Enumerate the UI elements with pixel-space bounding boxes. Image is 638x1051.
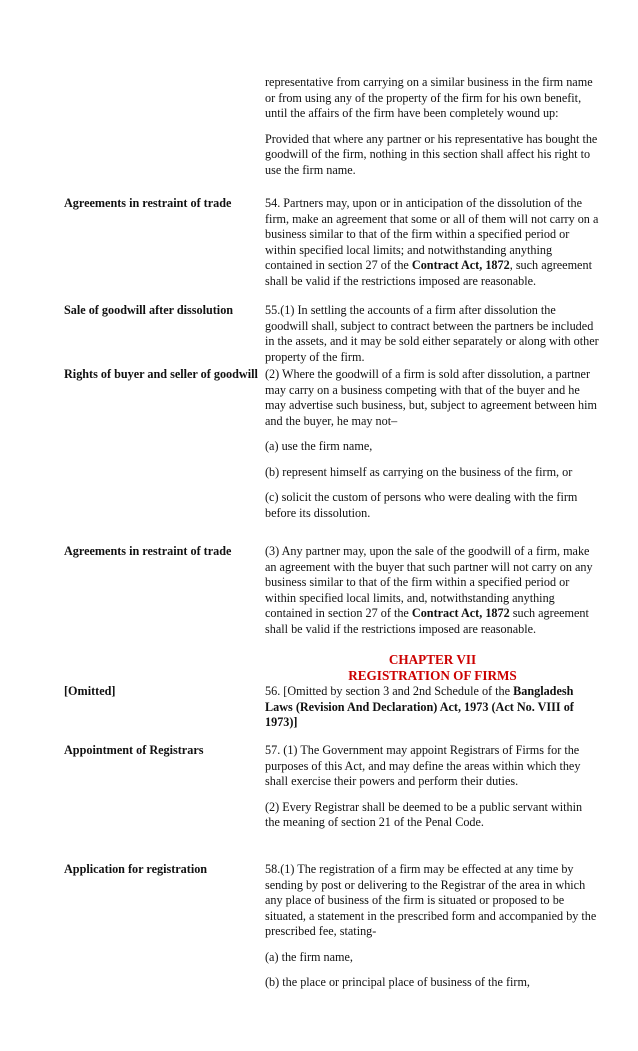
section-body — [265, 684, 600, 731]
section-body — [265, 367, 600, 521]
side-note: Application for registration — [64, 862, 208, 876]
side-note: Appointment of Registrars — [64, 743, 204, 757]
chapter-number: CHAPTER VII — [388, 652, 477, 667]
section-paragraph: representative from carrying on a similar business in the firm name or from using any of the property of the firm for his own benefit, until the affairs of the firm have been completely wound up: — [265, 75, 593, 120]
section-paragraph: (b) the place or principal place of business of the firm, — [265, 975, 530, 989]
side-note: Agreements in restraint of trade — [64, 544, 232, 558]
section-paragraph: (a) use the firm name, — [265, 439, 373, 453]
section-body — [265, 196, 600, 289]
section-body — [265, 303, 600, 365]
section-paragraph: (c) solicit the custom of persons who were dealing with the firm before its dissolution. — [265, 490, 578, 520]
section-body — [265, 75, 600, 178]
act-reference: Contract Act, 1872 — [411, 606, 510, 620]
section-paragraph: (2) Where the goodwill of a firm is sold after dissolution, a partner may carry on a business competing with that of the buyer and he may advertise such business, but, subject to agreement between him and the buyer, he may not– — [265, 367, 598, 428]
side-note: Agreements in restraint of trade — [64, 196, 232, 210]
side-note: Rights of buyer and seller of goodwill — [64, 367, 258, 381]
section-paragraph: (2) Every Registrar shall be deemed to be a public servant within the meaning of section 21 of the Penal Code. — [265, 799, 583, 829]
section-paragraph: (b) represent himself as carrying on the business of the firm, or — [265, 464, 573, 479]
section-body — [265, 862, 600, 991]
side-note: Sale of goodwill after dissolution — [64, 303, 234, 317]
section-paragraph: (3) Any partner may, upon the sale of the goodwill of a firm, make an agreement with the buyer that such partner will not carry on any business similar to that of the firm within a specified period or within specified local limits, and, notwithstanding anything contained in section 27 of the Contract Act, 1872 such agreement shall be valid if the restrictions imposed are reasonable. — [265, 544, 593, 636]
section-paragraph: (a) the firm name, — [265, 949, 353, 964]
section-paragraph: 58.(1) The registration of a firm may be effected at any time by sending by post or delivering to the Registrar of the area in which any place of business of the firm is situated or proposed to be situated, a statement in the prescribed form and accompanied by the prescribed fee, stating- — [265, 862, 597, 938]
act-reference: Bangladesh Laws (Revision And Declaration) Act, 1973 (Act No. VIII of 1973)] — [265, 684, 574, 729]
side-note: [Omitted] — [64, 684, 116, 698]
section-body — [265, 743, 600, 831]
section-paragraph: Provided that where any partner or his representative has bought the goodwill of the firm, nothing in this section shall affect his right to use the firm name. — [265, 131, 598, 177]
section-paragraph: 54. Partners may, upon or in anticipation of the dissolution of the firm, make an agreement that some or all of them will not carry on a business similar to that of the firm within a specified period or within specified local limits; and notwithstanding anything contained in section 27 of the Contract Act, 1872, such agreement shall be valid if the restrictions imposed are reasonable. — [265, 196, 599, 288]
section-paragraph: 55.(1) In settling the accounts of a firm after dissolution the goodwill shall, subject to contract between the partners be included in the assets, and it may be sold either separately or along with other property of the firm. — [265, 303, 599, 364]
section-body — [265, 544, 600, 637]
chapter-heading — [265, 652, 600, 683]
section-paragraph: 56. [Omitted by section 3 and 2nd Schedule of the Bangladesh Laws (Revision And Declaration) Act, 1973 (Act No. VIII of 1973)] — [265, 684, 574, 729]
chapter-title: REGISTRATION OF FIRMS — [348, 667, 517, 683]
section-paragraph: 57. (1) The Government may appoint Registrars of Firms for the purposes of this Act, and may define the areas within which they shall exercise their powers and perform their duties. — [265, 743, 581, 788]
act-reference: Contract Act, 1872 — [411, 258, 510, 272]
